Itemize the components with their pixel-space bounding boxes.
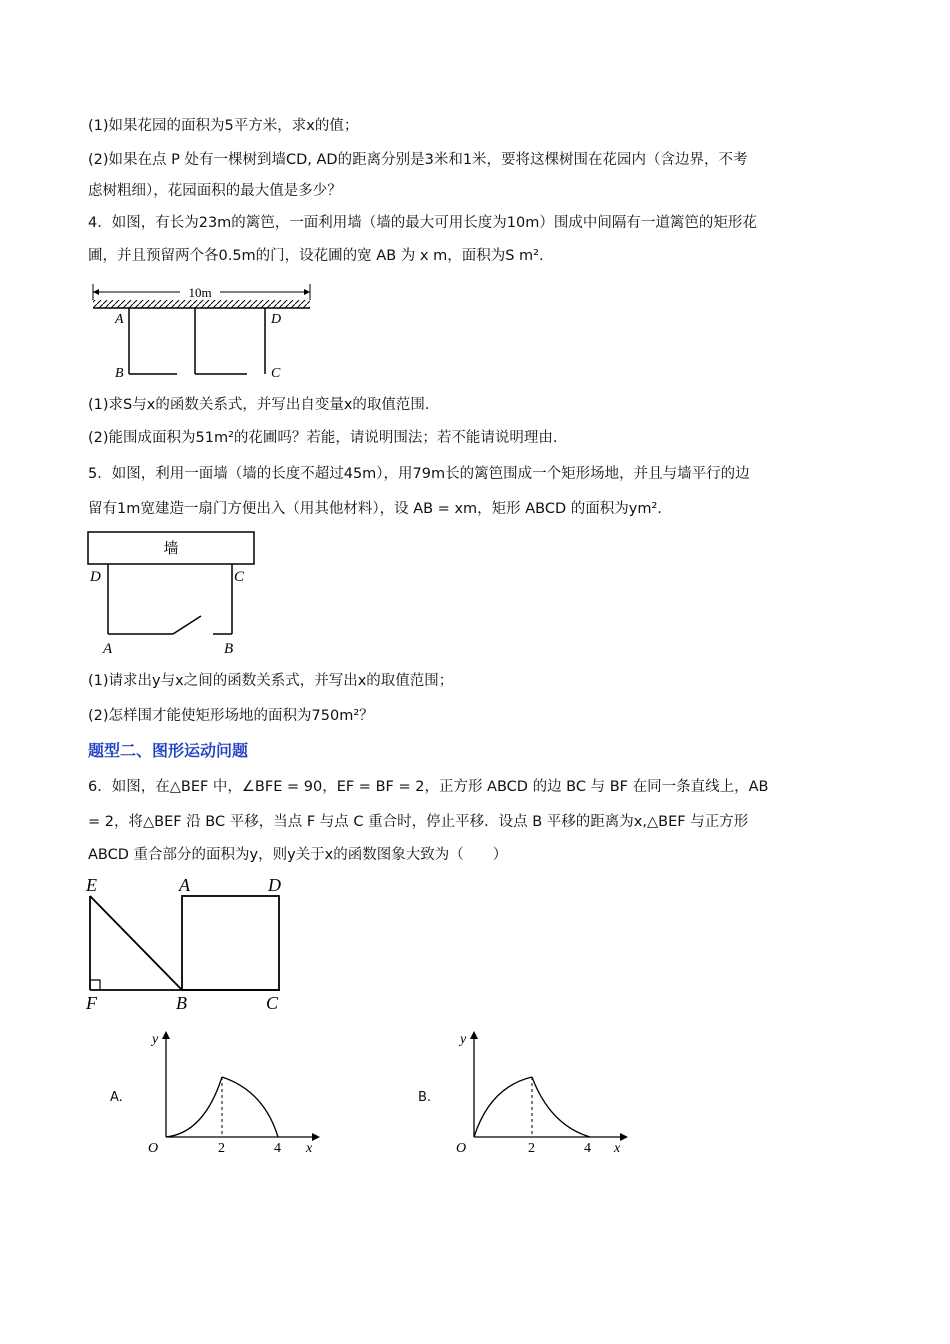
p5-label-A: A	[103, 641, 113, 657]
option-b-origin-label: O	[456, 1141, 467, 1156]
p5-question-2: (2)怎样围才能使矩形场地的面积为750m²？	[88, 708, 374, 724]
p6-label-D: D	[268, 875, 281, 895]
option-a-tick-4: 4	[274, 1141, 281, 1156]
option-b-tick-4: 4	[584, 1141, 591, 1156]
option-a-graph[interactable]	[142, 1025, 332, 1160]
section-heading: 题型二、图形运动问题	[88, 741, 249, 760]
p5-figure	[85, 530, 260, 658]
option-b-x-label: x	[614, 1141, 621, 1156]
p5-label-D: D	[90, 569, 101, 585]
p4-question-1: (1)求S与x的函数关系式，并写出自变量x的取值范围.	[88, 397, 430, 413]
p6-label-F: F	[86, 993, 97, 1013]
p4-figure	[85, 280, 325, 385]
p5-question-1: (1)请求出y与x之间的函数关系式，并写出x的取值范围；	[88, 673, 454, 689]
p4-label-A: A	[115, 312, 124, 327]
p4-label-C: C	[271, 366, 281, 381]
p5-wall-label: 墙	[163, 541, 179, 557]
p4-wall-length-label: 10m	[188, 285, 212, 300]
p4-label-D: D	[271, 312, 282, 327]
option-a-tick-2: 2	[218, 1141, 225, 1156]
p6-figure	[82, 870, 292, 1015]
p5-label-C: C	[234, 569, 245, 585]
p4-question-2: (2)能围成面积为51m²的花圃吗？若能，请说明围法；若不能请说明理由.	[88, 430, 558, 446]
option-b-label[interactable]: B.	[418, 1090, 432, 1105]
option-a-label[interactable]: A.	[110, 1090, 123, 1105]
option-a-x-label: x	[306, 1141, 313, 1156]
option-b-y-label: y	[460, 1032, 467, 1047]
p6-label-A: A	[179, 875, 190, 895]
p3-question-2-line1: (2)如果在点 P 处有一棵树到墙CD, AD的距离分别是3米和1米，要将这棵树围在花园内（含边界，不考	[88, 152, 748, 168]
option-a-y-label: y	[152, 1032, 159, 1047]
p5-stem-line1: 5．如图，利用一面墙（墙的长度不超过45m），用79m长的篱笆围成一个矩形场地，并且与墙平行的边	[88, 466, 750, 482]
option-b-graph[interactable]	[450, 1025, 640, 1160]
p6-label-E: E	[86, 875, 97, 895]
p6-label-B: B	[176, 993, 187, 1013]
p5-label-B: B	[224, 641, 234, 657]
option-b-tick-2: 2	[528, 1141, 535, 1156]
p4-stem-line2: 圃，并且预留两个各0.5m的门，设花圃的宽 AB 为 x m，面积为S m².	[88, 248, 544, 264]
p6-label-C: C	[266, 993, 279, 1013]
p4-stem-line1: 4．如图，有长为23m的篱笆，一面利用墙（墙的最大可用长度为10m）围成中间隔有一道篱笆的矩形花	[88, 215, 757, 231]
option-a-origin-label: O	[148, 1141, 159, 1156]
p5-stem-line2: 留有1m宽建造一扇门方便出入（用其他材料），设 AB = xm，矩形 ABCD 的面积为ym².	[88, 501, 662, 517]
p3-question-1: (1)如果花园的面积为5平方米，求x的值；	[88, 118, 359, 134]
p6-stem-line1: 6．如图，在△BEF 中，∠BFE = 90，EF = BF = 2，正方形 ABCD 的边 BC 与 BF 在同一条直线上，AB	[88, 779, 769, 795]
p4-label-B: B	[115, 366, 124, 381]
p3-question-2-line2: 虑树粗细），花园面积的最大值是多少？	[88, 183, 342, 199]
p6-stem-line2: = 2，将△BEF 沿 BC 平移，当点 F 与点 C 重合时，停止平移．设点 B 平移的距离为x,△BEF 与正方形	[88, 814, 749, 830]
p6-stem-line3: ABCD 重合部分的面积为y，则y关于x的函数图象大致为（ ）	[88, 847, 508, 863]
